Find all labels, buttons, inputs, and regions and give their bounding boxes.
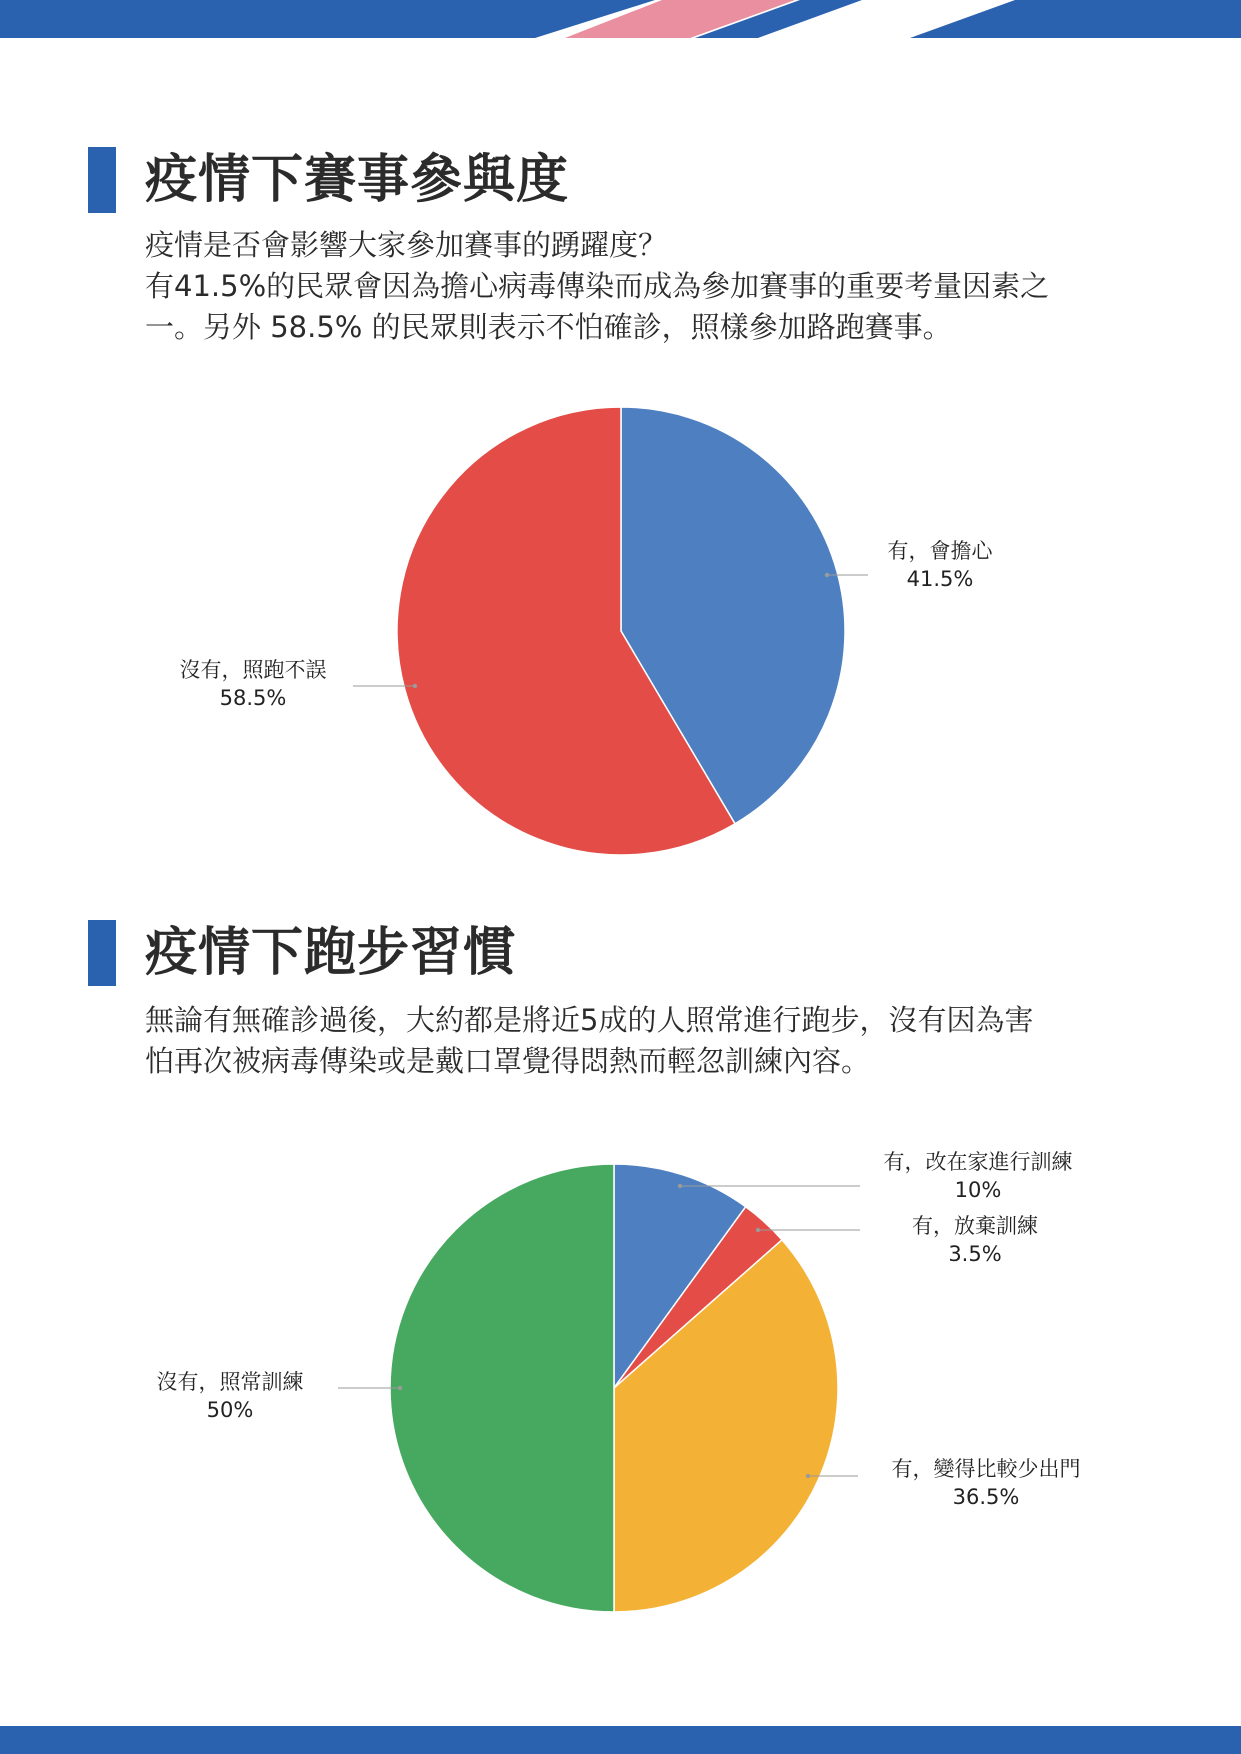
pie-chart-concern [0,380,1241,870]
concern-slice-1-leader-dot [825,573,829,577]
habits-slice-1-leader-dot [678,1184,682,1188]
habits-slice-4-value-label: 50% [206,1398,254,1422]
section2-line-1: 無論有無確診過後，大約都是將近5成的人照常進行跑步，沒有因為害 [145,1003,1034,1037]
section2-title: 疫情下跑步習慣 [145,923,517,983]
section1-line-3: 一。另外 58.5% 的民眾則表示不怕確診，照樣參加路跑賽事。 [145,310,952,344]
habits-slice-3-leader-dot [806,1474,810,1478]
section1-line-2: 有41.5%的民眾會因為擔心病毒傳染而成為參加賽事的重要考量因素之 [145,269,1050,303]
habits-slice-4-label: 沒有，照常訓練 [156,1370,304,1394]
section2-paragraph [145,1000,1155,1082]
section1-accent-bar [88,147,116,213]
concern-slice-2-leader-dot [413,684,417,688]
habits-slice-1-label: 有，改在家進行訓練 [883,1150,1073,1174]
habits-slice-4-leader-dot [398,1386,402,1390]
habits-slice-1-value-label: 10% [954,1178,1002,1202]
section1-line-1: 疫情是否會影響大家參加賽事的踴躍度？ [145,228,668,262]
concern-slice-1-label: 有，會擔心 [887,539,993,563]
section1-title: 疫情下賽事參與度 [145,150,570,210]
habits-slice-2-leader-dot [756,1228,760,1232]
habits-slice-4 [390,1164,614,1612]
section2-accent-bar [88,920,116,986]
habits-slice-3-value-label: 36.5% [952,1485,1020,1509]
pie-chart-habits [0,1140,1241,1630]
concern-slice-2-value-label: 58.5% [219,686,287,710]
concern-slice-2-label: 沒有，照跑不誤 [179,658,327,682]
concern-slice-1-value-label: 41.5% [906,567,974,591]
habits-slice-3-label: 有，變得比較少出門 [891,1457,1081,1481]
section2-line-2: 怕再次被病毒傳染或是戴口罩覺得悶熱而輕忽訓練內容。 [145,1044,871,1078]
section1-paragraph [145,225,1155,348]
bottom-banner [0,1726,1241,1754]
habits-slice-2-label: 有，放棄訓練 [912,1214,1038,1238]
habits-slice-2-value-label: 3.5% [948,1242,1002,1266]
top-banner [0,0,1241,40]
